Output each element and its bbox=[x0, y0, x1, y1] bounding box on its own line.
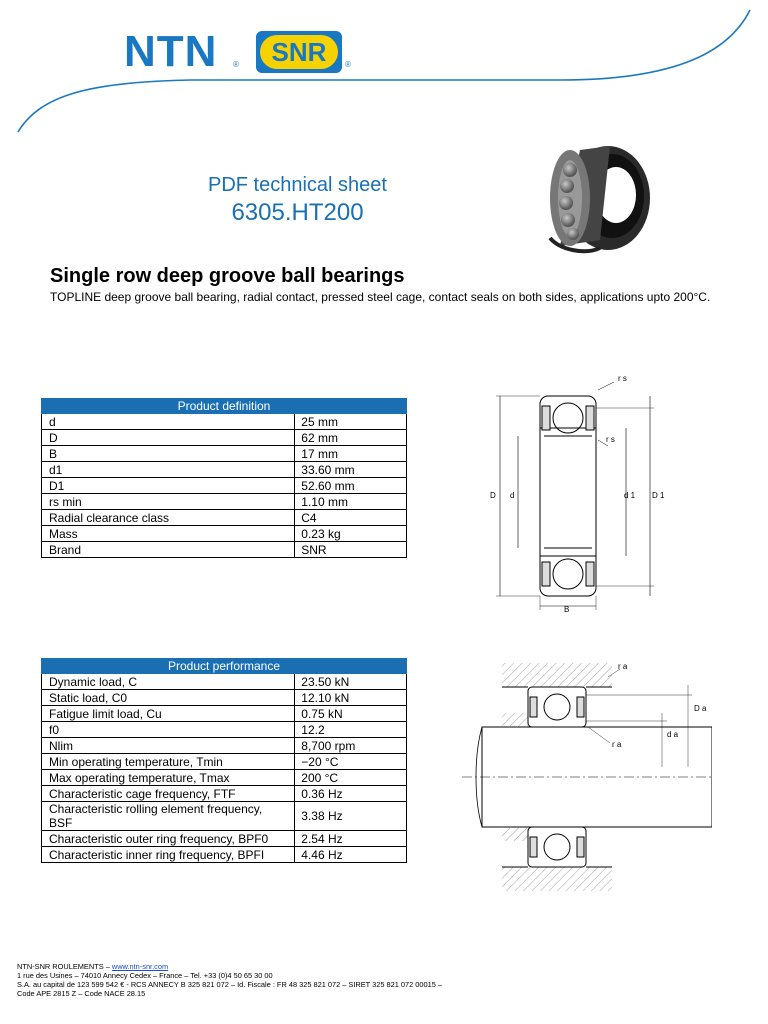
row-label: B bbox=[42, 446, 295, 462]
definition-header: Product definition bbox=[42, 399, 407, 414]
row-value: 62 mm bbox=[295, 430, 407, 446]
drawing1-rs-mid-label: r s bbox=[606, 435, 615, 444]
row-label: Mass bbox=[42, 526, 295, 542]
table-row bbox=[42, 674, 407, 690]
footer-website-link[interactable]: www.ntn-snr.com bbox=[111, 962, 169, 971]
table-row bbox=[42, 754, 407, 770]
row-value: 17 mm bbox=[295, 446, 407, 462]
row-label: D bbox=[42, 430, 295, 446]
row-label: Radial clearance class bbox=[42, 510, 295, 526]
drawing1-D1-label: D 1 bbox=[652, 491, 665, 500]
row-value: 8,700 rpm bbox=[295, 738, 407, 754]
row-label: Fatigue limit load, Cu bbox=[42, 706, 295, 722]
table-row bbox=[42, 542, 407, 558]
table-row bbox=[42, 446, 407, 462]
drawing1-rs-top-label: r s bbox=[618, 374, 627, 383]
drawing1-B-label: B bbox=[564, 605, 570, 614]
ntn-registered-mark: ® bbox=[233, 60, 239, 69]
row-value: 4.46 Hz bbox=[295, 847, 407, 863]
row-value: 3.38 Hz bbox=[295, 802, 407, 831]
row-label: Min operating temperature, Tmin bbox=[42, 754, 295, 770]
table-row bbox=[42, 847, 407, 863]
header-curve bbox=[0, 0, 768, 140]
row-value: 200 °C bbox=[295, 770, 407, 786]
row-value: SNR bbox=[295, 542, 407, 558]
drawing1-d1-label: d 1 bbox=[624, 491, 636, 500]
row-value: 25 mm bbox=[295, 414, 407, 430]
mounting-drawing bbox=[462, 655, 712, 900]
drawing2-Da-label: D a bbox=[694, 704, 707, 713]
drawing2-ra-mid-label: r a bbox=[612, 740, 622, 749]
snr-registered-mark: ® bbox=[345, 60, 351, 69]
footer-legal-2: Code APE 2815 Z – Code NACE 28.15 bbox=[17, 989, 146, 998]
table-row bbox=[42, 802, 407, 831]
table-row bbox=[42, 706, 407, 722]
row-value: 23.50 kN bbox=[295, 674, 407, 690]
row-label: d bbox=[42, 414, 295, 430]
row-value: 52.60 mm bbox=[295, 478, 407, 494]
row-label: Characteristic cage frequency, FTF bbox=[42, 786, 295, 802]
row-label: Max operating temperature, Tmax bbox=[42, 770, 295, 786]
row-label: Characteristic rolling element frequency, BSF bbox=[42, 802, 295, 831]
product-definition-table bbox=[41, 398, 407, 558]
row-label: Characteristic inner ring frequency, BPFI bbox=[42, 847, 295, 863]
footer bbox=[17, 962, 442, 998]
drawing1-D-label: D bbox=[490, 491, 496, 500]
row-value: 0.75 kN bbox=[295, 706, 407, 722]
table-row bbox=[42, 690, 407, 706]
table-row bbox=[42, 430, 407, 446]
product-description: TOPLINE deep groove ball bearing, radial contact, pressed steel cage, contact seals on both sides, applications upto 200°C. bbox=[50, 290, 711, 304]
drawing1-d-label: d bbox=[510, 491, 515, 500]
footer-legal-1: S.A. au capital de 123 599 542 € - RCS ANNECY B 325 821 072 – Id. Fiscale : FR 48 325 821 072 – SIRET 325 821 072 00015 – bbox=[17, 980, 442, 989]
row-value: 33.60 mm bbox=[295, 462, 407, 478]
table-row bbox=[42, 738, 407, 754]
product-reference: 6305.HT200 bbox=[231, 199, 364, 226]
row-label: rs min bbox=[42, 494, 295, 510]
ntn-logo: NTN bbox=[124, 27, 218, 76]
table-row bbox=[42, 462, 407, 478]
snr-logo bbox=[256, 31, 342, 73]
row-value: 0.36 Hz bbox=[295, 786, 407, 802]
table-row bbox=[42, 478, 407, 494]
table-row bbox=[42, 722, 407, 738]
footer-address: 1 rue des Usines – 74010 Annecy Cedex – France – Tel. +33 (0)4 50 65 30 00 bbox=[17, 971, 273, 980]
row-label: Characteristic outer ring frequency, BPF0 bbox=[42, 831, 295, 847]
table-row bbox=[42, 770, 407, 786]
table-row bbox=[42, 786, 407, 802]
performance-header: Product performance bbox=[42, 659, 407, 674]
footer-company: NTN-SNR ROULEMENTS – bbox=[17, 962, 112, 971]
table-row bbox=[42, 414, 407, 430]
row-label: D1 bbox=[42, 478, 295, 494]
drawing2-da-label: d a bbox=[667, 730, 679, 739]
row-label: f0 bbox=[42, 722, 295, 738]
row-label: Dynamic load, C bbox=[42, 674, 295, 690]
drawing2-ra-top-label: r a bbox=[618, 662, 628, 671]
row-value: 1.10 mm bbox=[295, 494, 407, 510]
row-value: 12.2 bbox=[295, 722, 407, 738]
table-row bbox=[42, 831, 407, 847]
row-label: d1 bbox=[42, 462, 295, 478]
table-row bbox=[42, 494, 407, 510]
row-value: 0.23 kg bbox=[295, 526, 407, 542]
product-heading: Single row deep groove ball bearings bbox=[50, 265, 405, 287]
row-label: Nlim bbox=[42, 738, 295, 754]
bearing-photo bbox=[540, 140, 660, 265]
table-row bbox=[42, 526, 407, 542]
bearing-cross-section-drawing bbox=[478, 368, 688, 618]
row-value: −20 °C bbox=[295, 754, 407, 770]
row-label: Static load, C0 bbox=[42, 690, 295, 706]
sheet-subtitle: PDF technical sheet bbox=[208, 174, 387, 196]
table-row bbox=[42, 510, 407, 526]
product-performance-table bbox=[41, 658, 407, 863]
row-value: C4 bbox=[295, 510, 407, 526]
snr-logo-text: SNR bbox=[260, 35, 338, 69]
row-value: 12.10 kN bbox=[295, 690, 407, 706]
row-value: 2.54 Hz bbox=[295, 831, 407, 847]
row-label: Brand bbox=[42, 542, 295, 558]
